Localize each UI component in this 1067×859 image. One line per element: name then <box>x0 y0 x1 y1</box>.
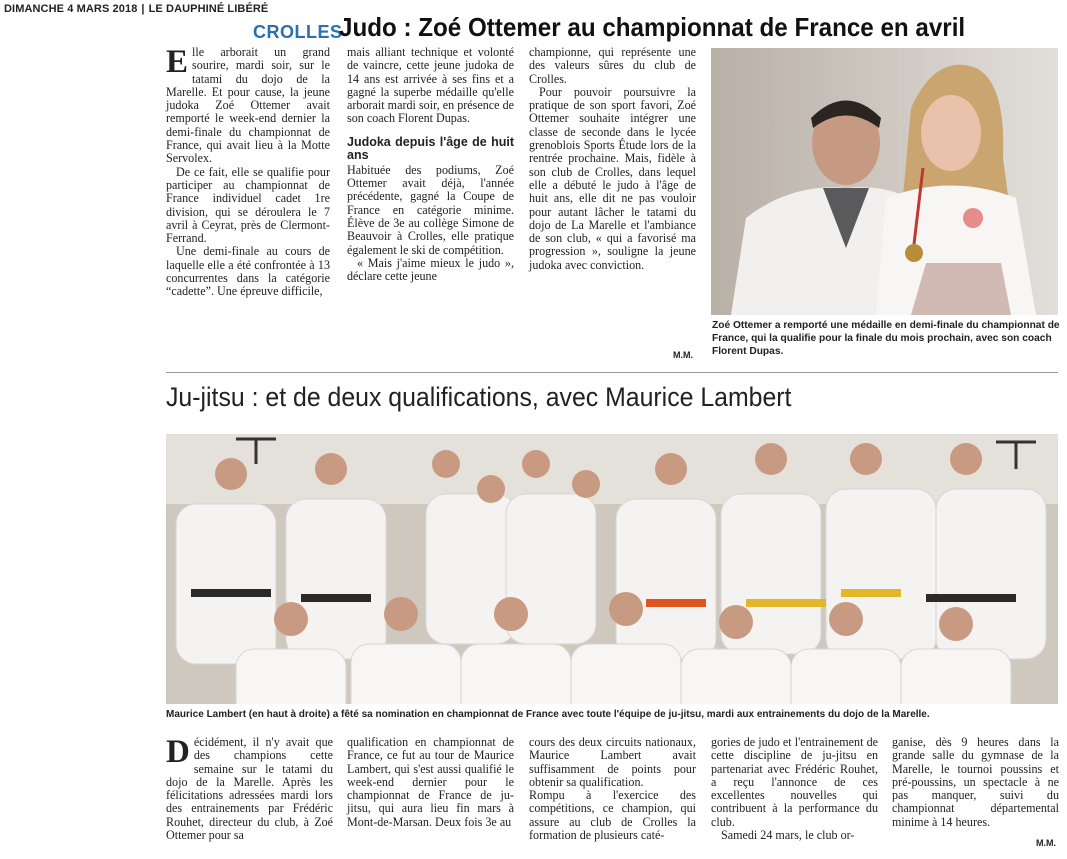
paragraph: gories de judo et l'entrainement de cette discipline de ju-jitsu en partenariat avec Frédéric Rouhet, a reçu l'annonce de ces excellentes nouvelles qui contribuent à la performance du club. <box>711 735 878 829</box>
article-title: Ju-jitsu : et de deux qualifications, avec Maurice Lambert <box>166 382 792 412</box>
paragraph: « Mais j'aime mieux le judo », déclare cette jeune <box>347 255 514 284</box>
issue-date: DIMANCHE 4 MARS 2018 <box>4 3 138 15</box>
article2-column-1 <box>166 736 333 842</box>
paragraph: Une demi-finale au cours de laquelle elle a été confrontée à 13 concurrentes dans la catégorie “cadette”. Une épreuve difficile, <box>166 244 330 299</box>
paragraph: championne, qui représente une des valeurs sûres du club de Crolles. <box>529 45 696 86</box>
author-signature: M.M. <box>673 350 693 360</box>
photo-jujitsu-team <box>166 434 1058 704</box>
author-signature: M.M. <box>1036 838 1056 848</box>
section-divider <box>166 372 1058 373</box>
article2-column-2 <box>347 736 514 829</box>
photo-caption: Zoé Ottemer a remporté une médaille en demi-finale du championnat de France, qui la qualifie pour la finale du mois prochain, avec son coach Florent Dupas. <box>712 320 1060 357</box>
dropcap: E <box>166 44 189 80</box>
article2-column-5 <box>892 736 1059 829</box>
article1-column-1 <box>166 46 330 299</box>
paragraph: Pour pouvoir poursuivre la pratique de son sport favori, Zoé Ottemer souhaite intégrer une classe de seconde dans le lycée grenoblois Sports Étude lors de la rentrée prochaine. Mais, fidèle à son club de Crolles, dans lequel elle a débuté le judo à l'âge de huit ans, elle dit ne pas vouloir pour autant lâcher le tatami du dojo de La Marelle et l'ambiance de son club, « qui a favorisé ma progression », souligne la jeune judoka avec conviction. <box>529 84 696 272</box>
paragraph: De ce fait, elle se qualifie pour participer au championnat de France individuel cadet 1re division, qui se déroulera le 7 avril à Ceyrat, près de Clermont-Ferrand. <box>166 164 330 246</box>
article1-column-3 <box>529 46 696 272</box>
photo-caption: Maurice Lambert (en haut à droite) a fêté sa nomination en championnat de France avec toute l'équipe de ju-jitsu, mardi aux entrainements du dojo de la Marelle. <box>166 709 930 720</box>
paragraph: Samedi 24 mars, le club or- <box>721 828 855 843</box>
page-header: DIMANCHE 4 MARS 2018 | LE DAUPHINÉ LIBÉRÉ <box>4 3 269 15</box>
paragraph: cours des deux circuits nationaux, Maurice Lambert avait suffisamment de points pour obtenir sa qualification. <box>529 735 696 789</box>
subheading: Judoka depuis l'âge de huit ans <box>347 134 514 162</box>
paragraph: mais alliant technique et volonté de vaincre, cette jeune judoka de 14 ans est arrivée à ses fins et a gagné la superbe médaille qu'elle arborait mardi soir, en présence de son coach Florent Dupas. <box>347 45 514 126</box>
paragraph: qualification en championnat de France, ce fut au tour de Maurice Lambert, qui s'est aussi qualifié le week-end dernier pour le championnat de France de ju-jitsu, qui aura lieu fin mars à Mont-de-Marsan. Deux fois 3e au <box>347 735 514 829</box>
paragraph: lle arborait un grand sourire, mardi soir, sur le tatami du dojo de la Marelle. Et pour cause, la jeune judoka Zoé Ottemer avait remporté le week-end dernier la demi-finale du championnat de France, qui avait lieu à la Motte Servolex. <box>166 45 330 166</box>
paragraph: Habituée des podiums, Zoé Ottemer avait déjà, l'année précédente, gagné la Coupe de France en catégorie minime. Élève de 3e au collège Simone de Beauvoir à Crolles, elle pratique également le ski de compétition. <box>347 162 514 257</box>
paragraph: Rompu à l'exercice des compétitions, ce champion, qui assure au club de Crolles la formation de plusieurs caté- <box>529 788 696 843</box>
paragraph: écidément, il n'y avait que des champions cette semaine sur le tatami du dojo de la Marelle. Après les félicitations adressées mardi lors des entrainements par Frédéric Rouhet, directeur du club, à Zoé Ottemer pour sa <box>166 735 333 843</box>
article2-column-3 <box>529 736 696 842</box>
paragraph: ganise, dès 9 heures dans la grande salle du gymnase de la Marelle, le tournoi poussins et pré-poussins, un spectacle à ne pas manquer, suivi du championnat départemental minime à 14 heures. <box>892 735 1059 829</box>
rubric-town: CROLLES <box>253 22 343 42</box>
article-title: Judo : Zoé Ottemer au championnat de France en avril <box>339 12 966 42</box>
article1-column-2 <box>347 46 514 283</box>
article2-column-4 <box>711 736 878 842</box>
dropcap: D <box>166 734 190 770</box>
newspaper-name: LE DAUPHINÉ LIBÉRÉ <box>148 3 269 15</box>
photo-zoe-ottemer-and-coach <box>711 48 1058 315</box>
